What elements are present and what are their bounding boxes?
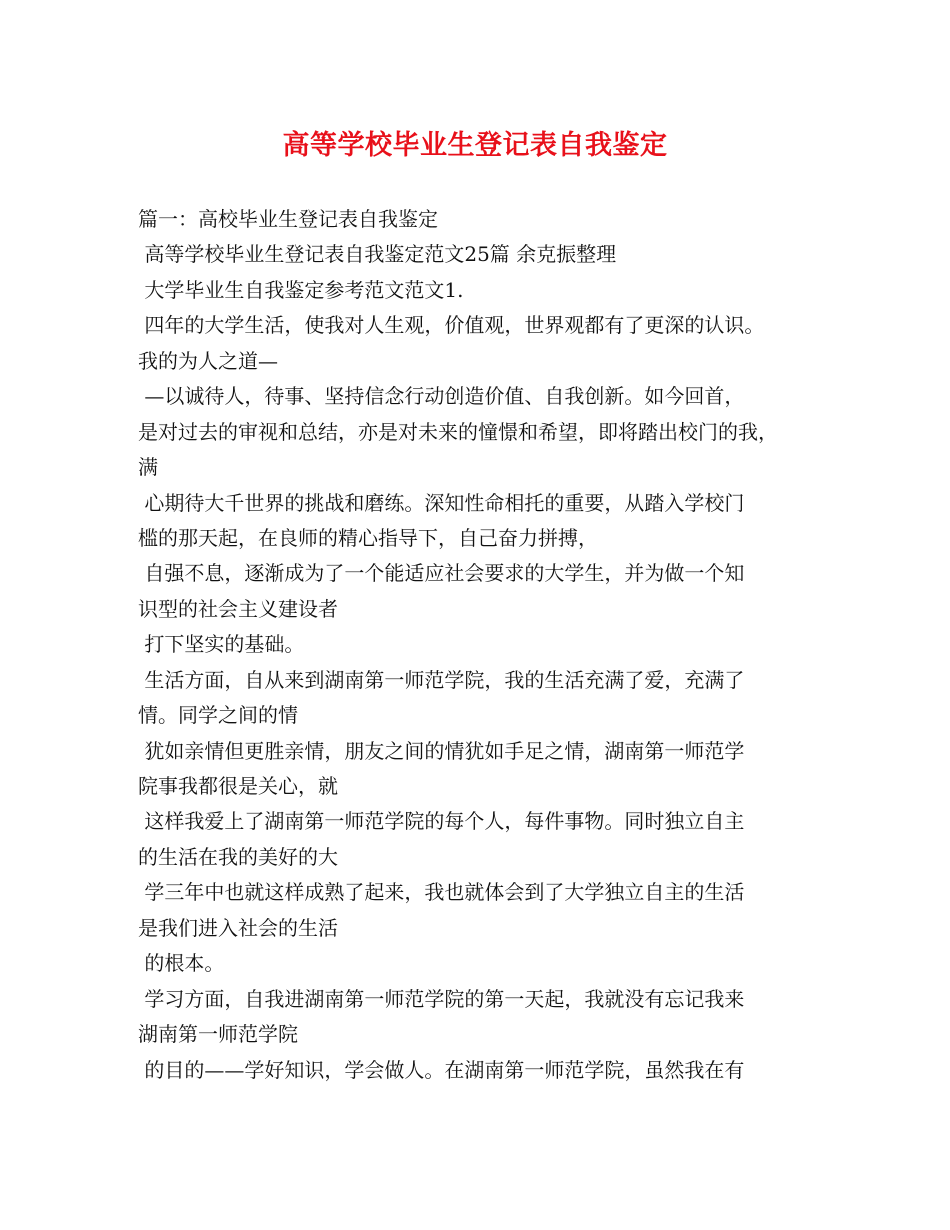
- text-line: 是我们进入社会的生活: [138, 915, 338, 940]
- text-line: 篇一：高校毕业生登记表自我鉴定: [138, 207, 438, 231]
- text-line: 槛的那天起，在良师的精心指导下，自己奋力拼搏，: [138, 525, 598, 550]
- text-line: 高等学校毕业生登记表自我鉴定范文25篇 余克振整理: [138, 242, 617, 267]
- text-line: 学习方面，自我进湖南第一师范学院的第一天起，我就没有忘记我来: [138, 986, 745, 1011]
- text-line: 情。同学之间的情: [138, 703, 298, 728]
- text-line: 湖南第一师范学院: [138, 1022, 298, 1047]
- text-line: 识型的社会主义建设者: [138, 596, 338, 621]
- text-line: 的目的——学好知识，学会做人。在湖南第一师范学院，虽然我在有: [138, 1057, 745, 1082]
- text-line: —以诚待人，待事、坚持信念行动创造价值、自我创新。如今回首，: [138, 384, 745, 409]
- text-line: 院事我都很是关心，就: [138, 774, 338, 798]
- text-line: 心期待大千世界的挑战和磨练。深知性命相托的重要，从踏入学校门: [138, 490, 745, 515]
- text-line: 的生活在我的美好的大: [138, 844, 338, 869]
- text-line: 犹如亲情但更胜亲情，朋友之间的情犹如手足之情，湖南第一师范学: [138, 738, 745, 763]
- document-title: 高等学校毕业生登记表自我鉴定: [282, 130, 668, 161]
- text-line: 四年的大学生活，使我对人生观，价值观，世界观都有了更深的认识。: [138, 313, 765, 338]
- text-line: 学三年中也就这样成熟了起来，我也就体会到了大学独立自主的生活: [138, 880, 745, 905]
- text-line: 我的为人之道—: [138, 348, 278, 373]
- document-body: [138, 202, 838, 1088]
- text-line: 大学毕业生自我鉴定参考范文范文1.: [138, 277, 464, 302]
- text-line: 满: [138, 455, 158, 480]
- text-line: 自强不息，逐渐成为了一个能适应社会要求的大学生，并为做一个知: [138, 561, 745, 586]
- text-line: 是对过去的审视和总结，亦是对未来的憧憬和希望，即将踏出校门的我，: [138, 419, 778, 444]
- text-line: 打下坚实的基础。: [138, 632, 305, 657]
- text-line: 生活方面，自从来到湖南第一师范学院，我的生活充满了爱，充满了: [138, 667, 745, 692]
- text-line: 的根本。: [138, 951, 225, 976]
- text-line: 这样我爱上了湖南第一师范学院的每个人，每件事物。同时独立自主: [138, 809, 745, 834]
